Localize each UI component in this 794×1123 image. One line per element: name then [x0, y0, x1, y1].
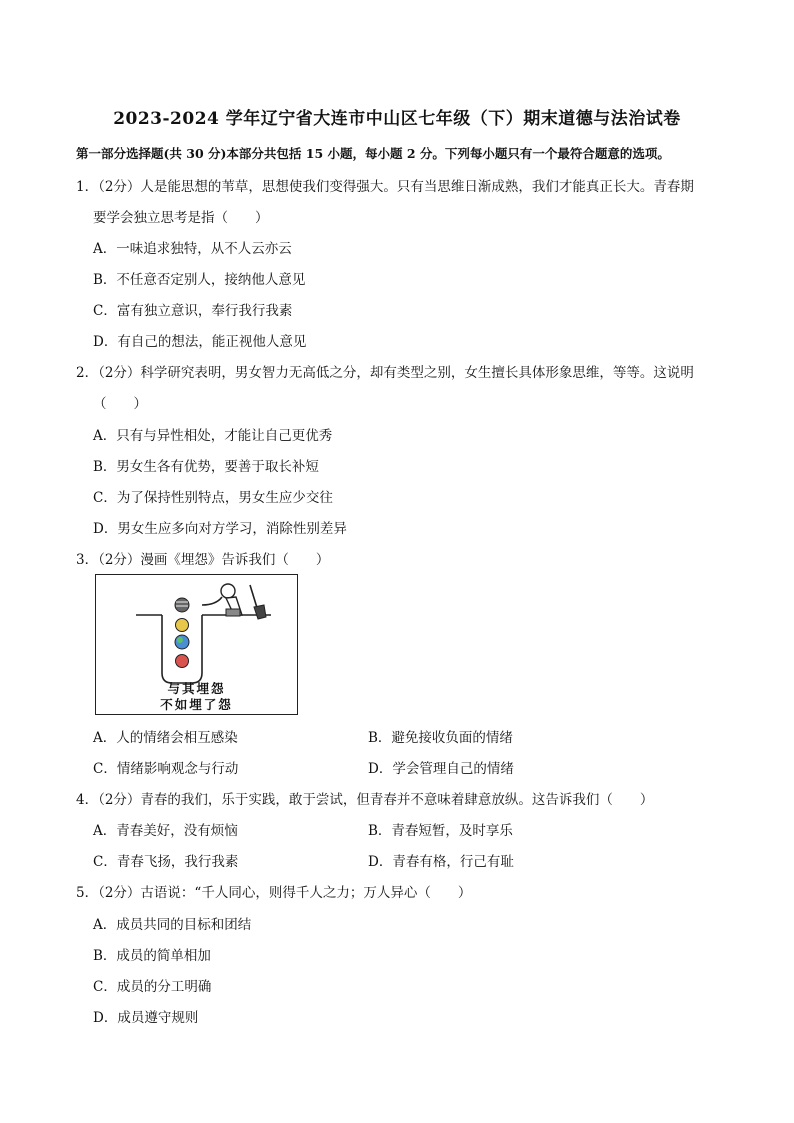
question-2-option-d: D．男女生应多向对方学习，消除性别差异: [93, 521, 347, 537]
question-1-option-a: A．一味追求独特，从不人云亦云: [93, 241, 292, 257]
question-4-option-c: C．青春飞扬，我行我素: [93, 854, 239, 870]
question-1-option-c: C．富有独立意识，奉行我行我素: [93, 303, 293, 319]
question-1-stem: 1．（2分）人是能思想的苇草，思想使我们变得强大。只有当思维日渐成熟，我们才能真正长大。青春期: [76, 179, 694, 195]
question-3-option-a: A．人的情绪会相互感染: [93, 730, 238, 746]
question-3-stem: 3．（2分）漫画《埋怨》告诉我们（ ）: [76, 552, 330, 568]
cartoon-caption-line-1: 与其埋怨: [167, 681, 226, 696]
question-3-option-d: D．学会管理自己的情绪: [368, 761, 514, 777]
question-2-stem-cont: （ ）: [93, 396, 147, 412]
question-4-option-d: D．青春有格，行己有耻: [368, 854, 514, 870]
question-2-option-b: B．男女生各有优势，要善于取长补短: [93, 459, 319, 475]
question-5-option-c: C．成员的分工明确: [93, 979, 212, 995]
question-1-option-d: D．有自己的想法，能正视他人意见: [93, 334, 307, 350]
section-instruction: 第一部分选择题(共 30 分)本部分共包括 15 小题，每小题 2 分。下列每小题只有一个最符合题意的选项。: [76, 146, 670, 161]
cartoon-image: [95, 574, 298, 715]
question-5-stem: 5．（2分）古语说：“千人同心，则得千人之力；万人异心（ ）: [76, 885, 472, 901]
question-3-option-b: B．避免接收负面的情绪: [368, 730, 513, 746]
question-1-option-b: B．不任意否定别人，接纳他人意见: [93, 272, 306, 288]
question-4-option-b: B．青春短暂，及时享乐: [368, 823, 513, 839]
question-2-stem: 2．（2分）科学研究表明，男女智力无高低之分，却有类型之别，女生擅长具体形象思维，等等。这说明: [76, 365, 694, 381]
cartoon-caption-line-2: 不如埋了怨: [160, 697, 233, 712]
question-4-stem: 4．（2分）青春的我们，乐于实践，敢于尝试，但青春并不意味着肆意放纵。这告诉我们（ ）: [76, 792, 654, 808]
question-3-option-c: C．情绪影响观念与行动: [93, 761, 239, 777]
question-1-stem-cont: 要学会独立思考是指（ ）: [93, 210, 269, 226]
question-5-option-b: B．成员的简单相加: [93, 948, 211, 964]
question-5-option-a: A．成员共同的目标和团结: [93, 917, 252, 933]
question-5-option-d: D．成员遵守规则: [93, 1010, 199, 1026]
question-2-option-a: A．只有与异性相处，才能让自己更优秀: [93, 428, 333, 444]
question-2-option-c: C．为了保持性别特点，男女生应少交往: [93, 490, 333, 506]
exam-title: 2023-2024 学年辽宁省大连市中山区七年级（下）期末道德与法治试卷: [113, 109, 681, 129]
question-4-option-a: A．青春美好，没有烦恼: [93, 823, 238, 839]
